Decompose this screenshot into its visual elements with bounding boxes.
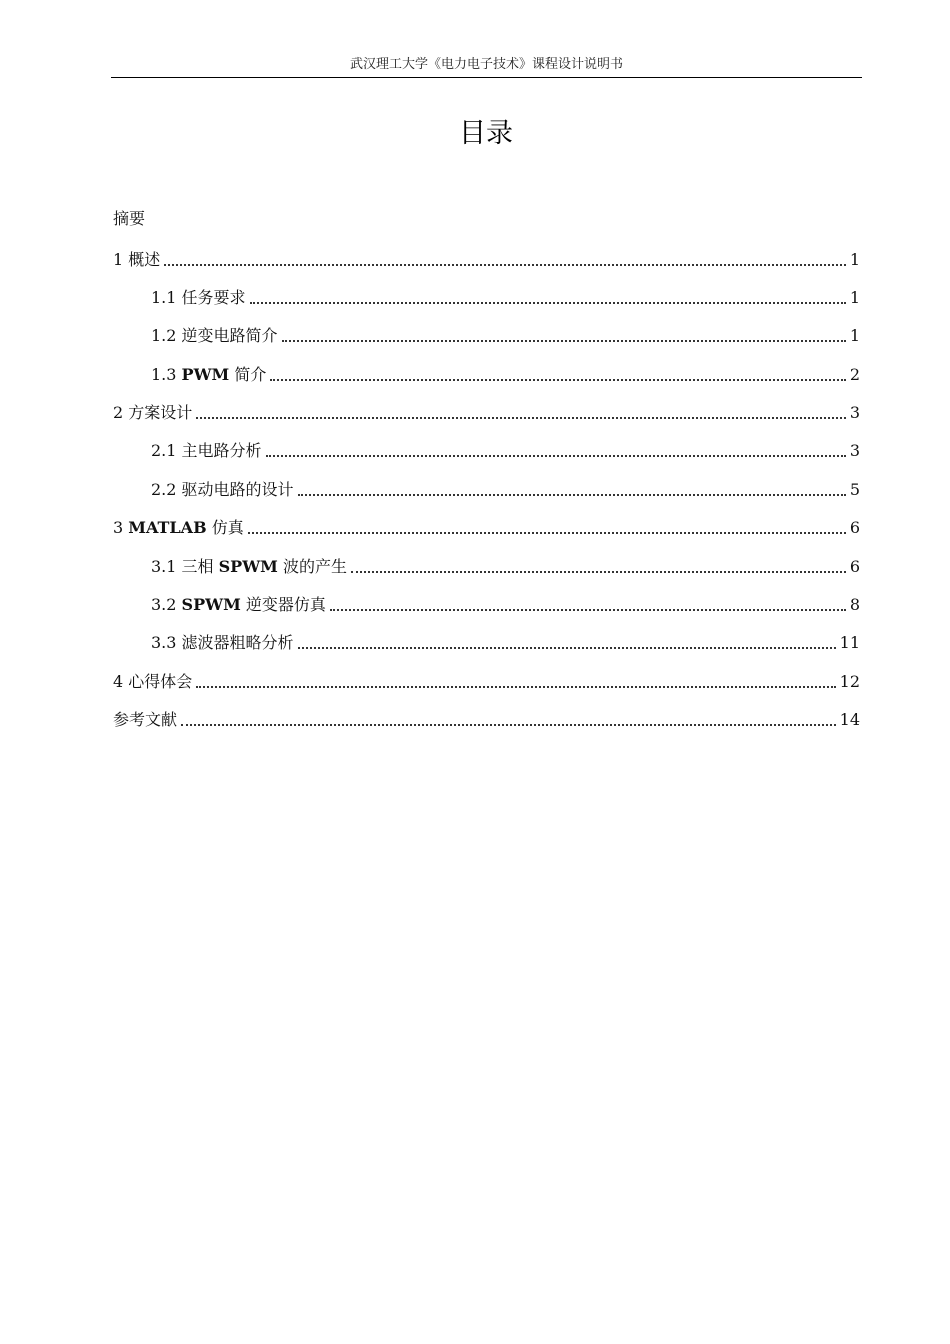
toc-label: 2.2 驱动电路的设计 [151, 480, 294, 499]
toc-label: 1 概述 [113, 250, 161, 269]
toc-label: 4 心得体会 [113, 672, 193, 691]
running-header: 武汉理工大学《电力电子技术》课程设计说明书 [349, 57, 623, 72]
toc-entry[interactable] [151, 629, 860, 657]
dot-leader [164, 264, 846, 266]
dot-leader [351, 571, 846, 573]
toc-label: 1.1 任务要求 [151, 288, 246, 307]
dot-leader [298, 494, 846, 496]
dot-leader [196, 417, 846, 419]
dot-leader [298, 647, 836, 649]
toc-title: 目录 [459, 118, 513, 149]
toc-label: 3.1 三相 SPWM 波的产生 [151, 557, 347, 576]
toc-page-number: 6 [849, 518, 860, 537]
toc-label: 3.3 滤波器粗略分析 [151, 633, 294, 652]
dot-leader [330, 609, 846, 611]
dot-leader [248, 532, 846, 534]
toc-entry[interactable] [151, 361, 860, 389]
toc-page-number: 1 [849, 288, 860, 307]
dot-leader [181, 724, 836, 726]
dot-leader [196, 686, 835, 688]
dot-leader [250, 302, 846, 304]
toc-page-number: 3 [849, 441, 860, 460]
toc-entry[interactable] [113, 706, 860, 734]
toc-entry[interactable] [113, 399, 860, 427]
toc-page-number: 14 [839, 710, 860, 729]
toc-entry[interactable] [151, 476, 860, 504]
toc-page-number: 1 [849, 250, 860, 269]
toc-label: 2 方案设计 [113, 403, 193, 422]
toc-page-number: 2 [849, 365, 860, 384]
toc-page-number: 1 [849, 326, 860, 345]
dot-leader [270, 379, 845, 381]
toc-page-number: 6 [849, 557, 860, 576]
toc-label: 3 MATLAB 仿真 [113, 518, 244, 537]
toc-entry[interactable] [151, 553, 860, 581]
toc-page-number: 3 [849, 403, 860, 422]
toc-entry[interactable] [151, 322, 860, 350]
toc-entry[interactable] [151, 591, 860, 619]
dot-leader [282, 340, 846, 342]
toc-page-number: 5 [849, 480, 860, 499]
toc-label: 3.2 SPWM 逆变器仿真 [151, 595, 326, 614]
toc-page-number: 11 [839, 633, 860, 652]
dot-leader [266, 455, 846, 457]
toc-entry-abstract[interactable] [113, 205, 860, 233]
toc-label: 1.2 逆变电路简介 [151, 326, 278, 345]
toc-page-number: 12 [839, 672, 860, 691]
header-rule [111, 77, 862, 78]
toc-entry[interactable] [151, 284, 860, 312]
toc-label: 摘要 [113, 209, 146, 228]
toc-entry[interactable] [113, 668, 860, 696]
toc-label: 2.1 主电路分析 [151, 441, 262, 460]
toc-entry[interactable] [113, 246, 860, 274]
toc-entry[interactable] [113, 514, 860, 542]
toc-entry[interactable] [151, 437, 860, 465]
toc-page-number: 8 [849, 595, 860, 614]
toc-label: 1.3 PWM 简介 [151, 365, 267, 384]
toc-label: 参考文献 [113, 710, 178, 729]
